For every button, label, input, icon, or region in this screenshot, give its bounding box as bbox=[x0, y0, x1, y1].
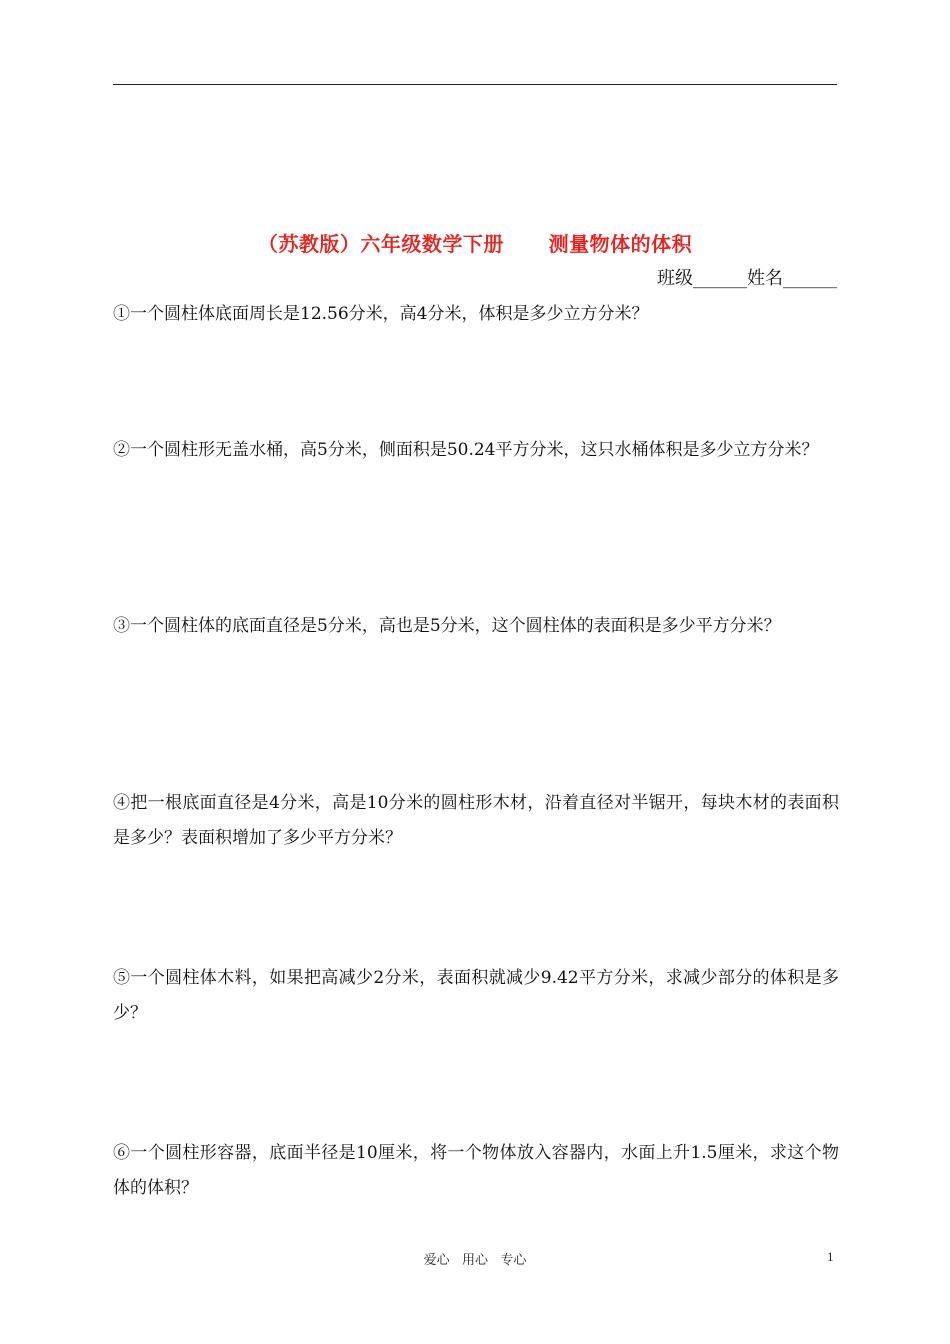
footer-motto: 爱心 用心 专心 bbox=[423, 1253, 527, 1268]
class-name-line: 班级______姓名______ bbox=[657, 268, 837, 289]
question-2: ②一个圆柱形无盖水桶，高5分米，侧面积是50.24平方分米，这只水桶体积是多少立方分米？ bbox=[113, 440, 819, 460]
question-6: ⑥一个圆柱形容器，底面半径是10厘米，将一个物体放入容器内，水面上升1.5厘米，求这个物体的体积？ bbox=[113, 1143, 839, 1198]
header-rule bbox=[113, 84, 837, 85]
question-4: ④把一根底面直径是4分米，高是10分米的圆柱形木材，沿着直径对半锯开，每块木材的表面积是多少？表面积增加了多少平方分米？ bbox=[113, 793, 839, 848]
page-title: （苏教版）六年级数学下册 测量物体的体积 bbox=[257, 232, 693, 256]
page-number: 1 bbox=[827, 1249, 834, 1264]
question-1: ①一个圆柱体底面周长是12.56分米，高4分米，体积是多少立方分米？ bbox=[113, 304, 649, 324]
question-5: ⑤一个圆柱体木料，如果把高减少2分米，表面积就减少9.42平方分米，求减少部分的体积是多少？ bbox=[113, 968, 839, 1023]
question-3: ③一个圆柱体的底面直径是5分米，高也是5分米，这个圆柱体的表面积是多少平方分米？ bbox=[113, 616, 781, 636]
